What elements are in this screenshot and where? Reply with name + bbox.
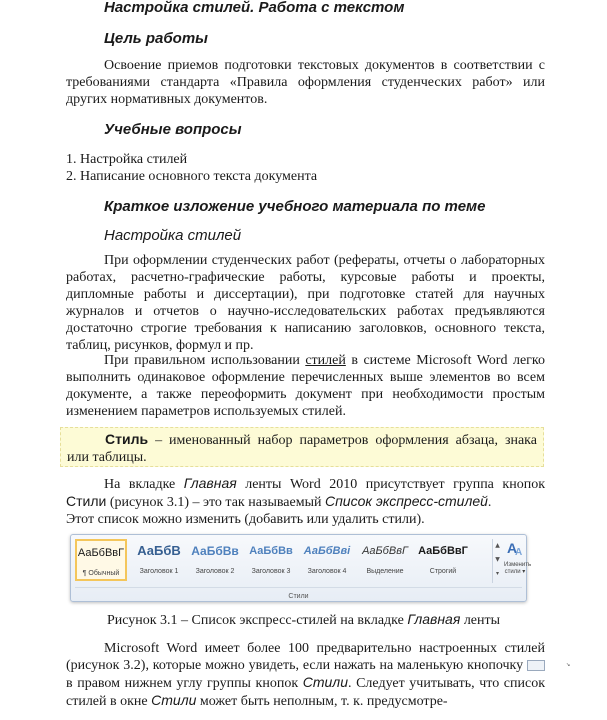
quick-style-heading-1[interactable]: АаБбВ Заголовок 1 <box>137 543 181 575</box>
definition-term: Стиль <box>105 431 149 447</box>
intro-paragraph: При оформлении студенческих работ (рефераты, отчеты о лабораторных работах, расчетно-графические работы, курсовые работы и проекты, дипломные работы и диссертации), при подготовке статей для научных журналов и отчетов о научно-исследовательских работах предъявляются достаточно строгие требования к написанию заголовков, основного текста, таблиц, рисунков, формул и пр. <box>66 253 545 353</box>
gallery-scroll <box>492 539 502 583</box>
dialog-launcher-icon[interactable]: ↘ <box>527 660 545 671</box>
quick-style-heading-3[interactable]: АаБбВв Заголовок 3 <box>249 545 293 575</box>
main-heading: Настройка стилей. Работа с текстом <box>104 0 405 16</box>
goal-paragraph: Освоение приемов подготовки текстовых документов в соответствии с требованиями стандарта «Правила оформления студенческих работ» или других нормативных документов. <box>66 58 545 107</box>
quick-style-emphasis[interactable]: АаБбВвГ Выделение <box>362 545 408 575</box>
quick-style-strong[interactable]: АаБбВвГ Строгий <box>418 545 468 575</box>
definition-text: Стиль – именованный набор параметров оформления абзаца, знака или таблицы. <box>67 431 537 465</box>
summary-heading: Краткое изложение учебного материала по теме <box>104 198 486 215</box>
gallery-down-icon[interactable]: ▼ <box>495 556 500 563</box>
svg-text:A: A <box>507 540 518 556</box>
question-item: 1. Настройка стилей <box>66 152 188 167</box>
change-styles-label: Изменить стили ▾ <box>504 562 532 575</box>
figure-caption: Рисунок 3.1 – Список экспресс-стилей на вкладке Главная ленты <box>106 611 501 628</box>
styles-usage-paragraph: При правильном использовании стилей в системе Microsoft Word легко выполнить одинаковое оформление перечисленных выше элементов во всем документе, а также переоформить документ при необходимости простым изменением параметров используемых стилей. <box>66 353 545 419</box>
change-styles-icon <box>505 539 525 557</box>
quick-style-heading-2[interactable]: АаБбВв Заголовок 2 <box>191 544 239 575</box>
styles-count-paragraph: Microsoft Word имеет более 100 предварительно настроенных стилей (рисунок 3.2), которые можно увидеть, если нажать на маленькую кнопочку ↘ в правом нижнем углу группы кнопок Стили. Следует учитывать, что список стилей в окне Стили может быть неполным, т. к. предусмотре- <box>66 641 571 709</box>
styles-link[interactable]: стилей <box>305 353 346 368</box>
quick-style-heading-4[interactable]: АаБбВві Заголовок 4 <box>303 545 351 575</box>
gallery-more-icon[interactable]: ▾ <box>495 570 499 577</box>
definition-callout <box>60 427 544 467</box>
quick-styles-paragraph: На вкладке Главная ленты Word 2010 присутствует группа кнопок Стили (рисунок 3.1) – это так называемый Список экспресс-стилей. Этот список можно изменить (добавить или удалить стили). <box>66 475 545 527</box>
question-item: 2. Написание основного текста документа <box>66 169 318 184</box>
gallery-up-icon[interactable]: ▲ <box>495 542 500 549</box>
quick-style-normal[interactable]: АаБбВвГ ¶ Обычный <box>75 539 127 581</box>
group-divider <box>75 587 522 588</box>
styles-group-label: Стили <box>288 593 309 600</box>
change-styles-button[interactable] <box>504 539 532 583</box>
styles-subheading: Настройка стилей <box>104 227 242 244</box>
goal-heading: Цель работы <box>104 30 208 47</box>
ribbon-styles-group <box>70 534 532 602</box>
questions-heading: Учебные вопросы <box>104 121 242 138</box>
svg-text:A: A <box>515 547 523 557</box>
